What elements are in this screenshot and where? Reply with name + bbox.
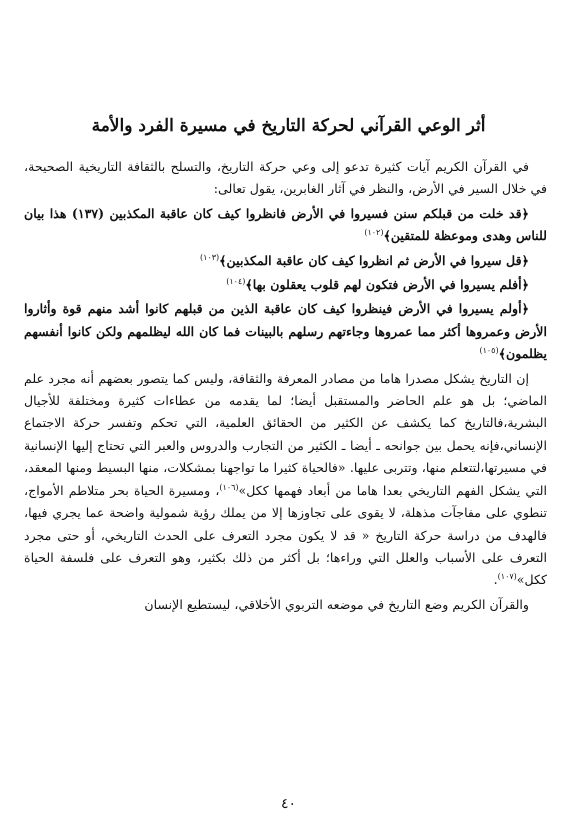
verse-2-text: ﴿قل سيروا في الأرض ثم انظروا كيف كان عاقبة المكذبين﴾: [219, 252, 529, 268]
page-body: [24, 156, 547, 618]
page-title: أثر الوعي القرآني لحركة التاريخ في مسيرة الفرد والأمة: [91, 116, 486, 136]
footnote-ref-107: (١٠٧): [497, 572, 517, 582]
verse-1-text: ﴿قد خلت من قبلكم سنن فسيروا في الأرض فانظروا كيف كان عاقبة المكذبين (١٣٧) هذا بيان للناس وهدى وموعظة للمتقين﴾: [24, 205, 547, 244]
history-paragraph: إن التاريخ يشكل مصدرا هاما من مصادر المعرفة والثقافة، وليس كما يتصور بعضهم أنه مجرد علم الماضي؛ بل هو علم الحاضر والمستقبل أيضا؛ لما يقدمه من عطاءات كثيرة ومختلفة للأجيال البشرية،فالتاريخ كما يكشف عن الكثير من الحقائق العلمية، التي تحكم وتفسر حركة الاجتماع الإنساني،فإنه يحمل بين جوانحه ـ أيضا ـ الكثير من التجارب والدروس والعبر التي تحتاج إليها الإنسانية في مسيرتها،لتتعلم منها، وتتربى عليها. «فالحياة كثيرا ما تواجهنا بمشكلات، منها البسيط ومنها المعقد، التي يشكل الفهم التاريخي بعدا هاما من أبعاد فهمها ككل»$^{(١٠٦)}$، ومسيرة الحياة بحر متلاطم الأمواج، تنطوي على مفاجآت مذهلة، لا يقوى على تجاوزها إلا من يملك رؤية شمولية واضحة عما يجري فيها، فالهدف من دراسة حركة التاريخ « قد لا يكون مجرد التعرف على الحدث التاريخي، أو حتى مجرد التعرف على الأسباب والعلل التي وراءها؛ بل أكثر من ذلك بكثير، وهو التعرف على فلسفة الحياة ككل»$^{(١٠٧)}$.: [24, 370, 547, 588]
history-paragraph-part-1: إن التاريخ يشكل مصدرا هاما من مصادر المعرفة والثقافة، وليس كما يتصور بعضهم أنه مجرد علم الماضي؛ بل هو علم الحاضر والمستقبل أيضا؛ لما يقدمه من عطاءات كثيرة ومختلفة للأجيال البشرية،فالتاريخ كما يكشف عن الكثير من الحقائق العلمية، التي تحكم وتفسر حركة الاجتماع الإنساني،فإنه يحمل بين جوانحه ـ أيضا ـ الكثير من التجارب والدروس والعبر التي تحتاج إليها الإنسانية في مسيرتها،لتتعلم منها، وتتربى عليها. «فالحياة كثيرا ما تواجهنا بمشكلات، منها البسيط ومنها المعقد، التي يشكل الفهم التاريخي بعدا هاما من أبعاد فهمها ككل»: [24, 370, 547, 498]
verse-2: [24, 250, 547, 272]
closing-paragraph: والقرآن الكريم وضع التاريخ في موضعه التربوي الأخلاقي، ليستطيع الإنسان: [144, 596, 529, 612]
page-number: ٤٠: [280, 796, 297, 812]
footnote-ref-102: (١٠٢): [364, 228, 384, 238]
footnote-ref-103: (١٠٣): [200, 252, 220, 262]
footnote-ref-104: (١٠٤): [226, 276, 246, 286]
footnote-ref-106: (١٠٦): [219, 482, 239, 492]
verse-3: [24, 274, 547, 296]
intro-paragraph: في القرآن الكريم آيات كثيرة تدعو إلى وعي حركة التاريخ، والتسلح بالثقافة التاريخية الصحيحة، في خلال السير في الأرض، والنظر في آثار الغابرين، يقول تعالى:: [24, 159, 547, 197]
verse-4: [24, 298, 547, 365]
history-paragraph-part-2: ، ومسيرة الحياة بحر متلاطم الأمواج، تنطوي على مفاجآت مذهلة، لا يقوى على تجاوزها إلا من يملك رؤية شمولية واضحة عما يجري فيها، فالهدف من دراسة حركة التاريخ « قد لا يكون مجرد التعرف على الحدث التاريخي، أو حتى مجرد التعرف على الأسباب والعلل التي وراءها؛ بل أكثر من ذلك بكثير، وهو التعرف على فلسفة الحياة ككل»: [24, 482, 547, 588]
verse-3-text: ﴿أفلم يسيروا في الأرض فتكون لهم قلوب يعقلون بها﴾: [245, 277, 529, 293]
footnote-ref-105: (١٠٥): [479, 346, 499, 356]
verse-1: [24, 203, 547, 248]
verse-4-text: ﴿أولم يسيروا في الأرض فينظروا كيف كان عاقبة الذين من قبلهم كانوا أشد منهم قوة وأثاروا الأرض وعمروها أكثر مما عمروها وجاءتهم رسلهم بالبينات فما كان الله ليظلمهم ولكن كانوا أنفسهم يظلمون﴾: [24, 301, 547, 362]
